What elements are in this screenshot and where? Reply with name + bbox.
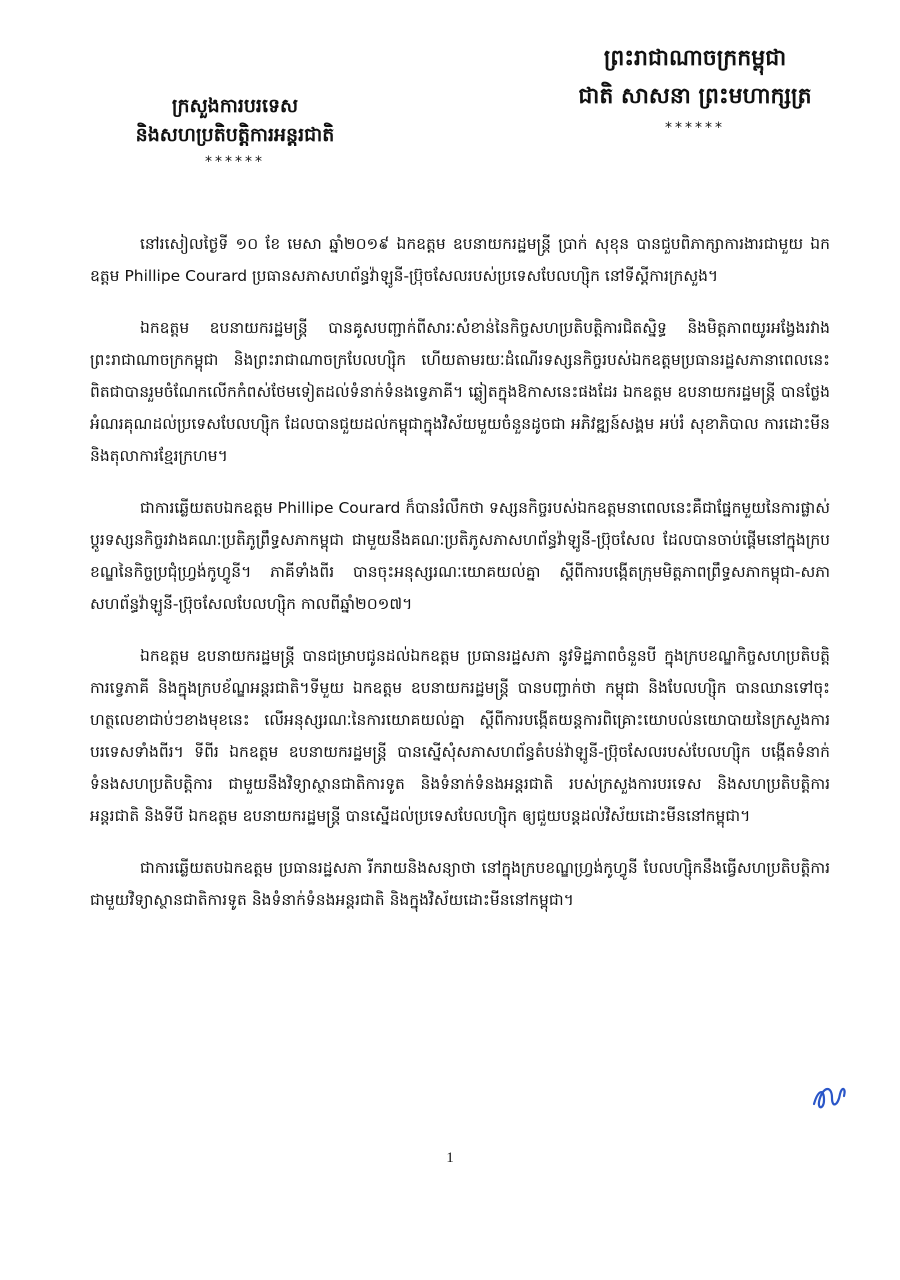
document-body [90, 228, 830, 936]
paragraph-4: ឯកឧត្តម ឧបនាយករដ្ឋមន្ត្រី បានជម្រាបជូនដល់ឯកឧត្តម ប្រធានរដ្ឋសភា នូវទិដ្ឋភាពចំនួនបី ក្នុងក្របខណ្ឌកិច្ចសហប្រតិបត្តិការទ្វេភាគី និងក្នុងក្របខ័ណ្ឌអន្តរជាតិ។ទីមួយ ឯកឧត្តម ឧបនាយករដ្ឋមន្ត្រី បានបញ្ជាក់ថា កម្ពុជា និងបែលហ្ស៊ិក បានឈានទៅចុះហត្ថលេខាជាប់ៗខាងមុខនេះ លើអនុស្សរណៈនៃការយោគយល់គ្នា ស្តីពីការបង្កើតយន្តការពិគ្រោះយោបល់នយោបាយនៃក្រសួងការបរទេសទាំងពីរ។ ទីពីរ ឯកឧត្តម ឧបនាយករដ្ឋមន្ត្រី បានស្នើសុំសភាសហព័ន្ធតំបន់វ៉ាឡូនី-ប្រ៊ុចសែលរបស់បែលហ្ស៊ិក បង្កើតទំនាក់ទំនងសហប្រតិបត្តិការ ជាមួយនឹងវិទ្យាស្ថានជាតិការទូត និងទំនាក់ទំនងអន្តរជាតិ របស់ក្រសួងការបរទេស និងសហប្រតិបត្តិការអន្តរជាតិ និងទីបី ឯកឧត្តម ឧបនាយករដ្ឋមន្ត្រី បានស្នើដល់ប្រទេសបែលហ្ស៊ិក ឲ្យជួយបន្តដល់វិស័យដោះមីននៅកម្ពុជា។ [90, 647, 830, 825]
paragraph-1: នៅរសៀលថ្ងៃទី ១០ ខែ មេសា ឆ្នាំ២០១៩ ឯកឧត្តម ឧបនាយករដ្ឋមន្ត្រី ប្រាក់ សុខុន បានជួបពិភាក្សាការងារជាមួយ ឯកឧត្តម Phillipe Courard ប្រធានសភាសហព័ន្ធវ៉ាឡូនី-ប្រ៊ុចសែលរបស់ប្រទេសបែលហ្ស៊ិក នៅទីស្តីការក្រសួង។ [90, 235, 830, 285]
paragraph-3: ជាការឆ្លើយតបឯកឧត្តម Phillipe Courard ក៏បានរំលឹកថា ទស្សនកិច្ចរបស់ឯកឧត្តមនាពេលនេះគឺជាផ្នែកមួយនៃការផ្លាស់ប្តូរទស្សនកិច្ចរវាងគណៈប្រតិភូព្រឹទ្ធសភាកម្ពុជា ជាមួយនឹងគណៈប្រតិភូសភាសហព័ន្ធវ៉ាឡូនី-ប្រ៊ុចសែល ដែលបានចាប់ផ្តើមនៅក្នុងក្របខណ្ឌនៃកិច្ចប្រជុំហ្វ្រង់កូហ្វូនី។ ភាគីទាំងពីរ បានចុះអនុស្សរណៈយោគយល់គ្នា ស្តីពីការបង្កើតក្រុមមិត្តភាពព្រឹទ្ធសភាកម្ពុជា-សភាសហព័ន្ធវ៉ាឡូនី-ប្រ៊ុចសែលបែលហ្ស៊ិក កាលពីឆ្នាំ២០១៧។ [90, 499, 830, 613]
paragraph-2: ឯកឧត្តម ឧបនាយករដ្ឋមន្ត្រី បានគូសបញ្ជាក់ពីសារៈសំខាន់នៃកិច្ចសហប្រតិបត្តិការជិតស្និទ្ធ និងមិត្តភាពយូរអង្វែងរវាងព្រះរាជាណាចក្រកម្ពុជា និងព្រះរាជាណាចក្របែលហ្ស៊ិក ហើយតាមរយៈដំណើរទស្សនកិច្ចរបស់ឯកឧត្តមប្រធានរដ្ឋសភានាពេលនេះ ពិតជាបានរួមចំណែកលើកកំពស់ថែមទៀតដល់ទំនាក់ទំនងទ្វេភាគី។ ឆ្លៀតក្នុងឱកាសនេះផងដែរ ឯកឧត្តម ឧបនាយករដ្ឋមន្ត្រី បានថ្លែងអំណរគុណដល់ប្រទេសបែលហ្ស៊ិក ដែលបានជួយដល់កម្ពុជាក្នុងវិស័យមួយចំនួនដូចជា អភិវឌ្ឍន៍សង្គម អប់រំ សុខាភិបាល ការដោះមីន និងតុលាការខ្មែរក្រហម។ [90, 319, 830, 465]
kingdom-name: ព្រះរាជាណាចក្រកម្ពុជា [603, 46, 787, 71]
national-motto: ជាតិ សាសនា ព្រះមហាក្សត្រ [578, 84, 812, 109]
ministry-header [100, 92, 370, 172]
page-number: 1 [446, 1150, 454, 1166]
paragraph-5: ជាការឆ្លើយតបឯកឧត្តម ប្រធានរដ្ឋសភា រីករាយនិងសន្យាថា នៅក្នុងក្របខណ្ឌហ្វ្រង់កូហ្វូនី បែលហ្ស៊ិកនឹងធ្វើសហប្រតិបត្តិការជាមួយវិទ្យាស្ថានជាតិការទូត និងទំនាក់ទំនងអន្តរជាតិ និងក្នុងវិស័យដោះមីននៅកម្ពុជា។ [90, 859, 830, 909]
kingdom-header [545, 40, 845, 138]
ministry-name: ក្រសួងការបរទេស [171, 95, 299, 117]
ministry-stars: ****** [205, 154, 265, 170]
ministry-subtitle: និងសហប្រតិបត្តិការអន្តរជាតិ [135, 124, 335, 146]
signature-initials [810, 1080, 850, 1116]
kingdom-stars: ****** [665, 120, 725, 136]
